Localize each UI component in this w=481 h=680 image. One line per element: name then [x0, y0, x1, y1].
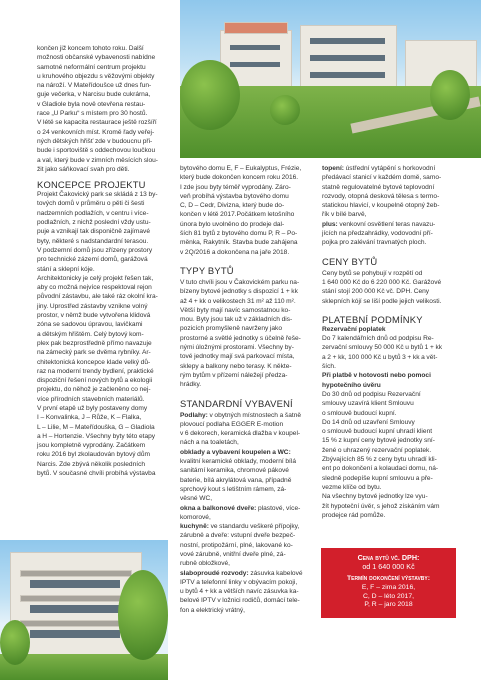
photo-windows	[30, 630, 120, 638]
text-line: zóna se sadovou úpravou, lavičkami	[37, 321, 143, 329]
text-line: jsou kompletně vyprodány. Začátkem	[37, 442, 146, 450]
text-line: byty, některé s nadstandardní terasou.	[37, 237, 149, 245]
text-line: prodejce rád pomůže.	[322, 511, 386, 519]
right-column	[322, 164, 456, 520]
standard-paragraph	[180, 411, 308, 616]
text-line: fon a elektrický vrátný,	[180, 606, 245, 614]
text-line: měnka, Rakytník. Stavba bude zahájena	[180, 239, 298, 247]
middle-column	[180, 164, 308, 615]
text-line: Narcis. Zde zbývá několik posledních	[37, 460, 146, 468]
text-line: pojka pro zalévání travnatých ploch.	[322, 239, 427, 247]
text-line: dispoziční řešení nových bytů a ekologii	[37, 377, 153, 385]
rezervacni-subheading: Rezervační poplatek	[322, 325, 386, 333]
text-line: u bytů 4 + kk a větších navíc zásuvka ka-	[180, 588, 299, 596]
text-line: plex pak bezprostředně přímo navazuje	[37, 339, 152, 347]
text-line-bold: Podlahy:	[180, 411, 208, 419]
text-line: chitektonická koncepce klade velký dů-	[37, 358, 151, 366]
text-line: žené o uhrazený rezervační poplatek.	[322, 446, 432, 454]
completion-pr: P, R – jaro 2018	[364, 601, 413, 609]
text-line	[180, 448, 308, 457]
text-line: Větší byty mají navíc samostatnou ko-	[180, 306, 291, 314]
text-line: v 2Q/2016 a dokončena na jaře 2018.	[180, 248, 290, 256]
text-line: o smlouvě budoucí kupní.	[322, 409, 397, 417]
hotovost-paragraph	[322, 390, 456, 520]
text-line-bold: obklady a vybavení koupelen a WC:	[180, 448, 291, 456]
text-line: topení: ústřední vytápění s horkovodní	[322, 165, 436, 172]
completion-label: Termín dokončení výstavby:	[346, 575, 431, 582]
text-line: slaboproudé rozvody: zásuvka kabelové	[180, 569, 303, 577]
text-line: statně regulovatelné bytové teplovodní	[322, 183, 435, 191]
text-line: žít hypoteční úvěr, s jehož získáním vám	[322, 502, 440, 510]
text-line: komorové,	[180, 513, 211, 521]
text-line: až 4 + kk o velikostech 31 m² až 110 m².	[180, 297, 296, 305]
text-line: baterie, bílá akrylátová vana, případně	[180, 476, 292, 484]
text-line: V tuto chvíli jsou v Čakovickém parku na-	[180, 278, 300, 286]
hotovost-subheading	[322, 371, 456, 390]
text-line: na zámecký park se dvěma rybníky. Ar-	[37, 349, 151, 357]
text-line: I – Konvalinka, J – Růže, K – Flalka,	[37, 414, 142, 422]
text-line: IPTV a telefonní linky v obývacím pokoji,	[180, 578, 298, 586]
standard-heading: STANDARDNÍ VYBAVENÍ	[180, 397, 293, 409]
text-line: o smlouvě budoucí kupní uhradí klient	[322, 428, 433, 436]
text-line: aby co možná nejvíce respektoval rejon	[37, 284, 152, 292]
text-line: hypotečního úvěru	[322, 381, 381, 389]
photo-tree	[270, 95, 300, 125]
text-line: rým bytům v přízemí náležejí předza-	[180, 371, 288, 379]
photo-windows	[30, 605, 120, 613]
text-line-bold: slaboproudé rozvody:	[180, 569, 249, 577]
text-line: smlouvy uzavírá klient Smlouvu	[322, 400, 414, 408]
photo-tree	[180, 60, 240, 130]
text-line: prostorné a světlé jednotky s účelně řeše-	[180, 334, 301, 342]
photo-windows	[230, 62, 280, 67]
text-line-bold: plus:	[322, 220, 338, 228]
text-line: nadzemních podlažích, v centru i více-	[37, 209, 149, 217]
text-line: jiny. Uprostřed zástavby vznikne volný	[37, 302, 148, 310]
photo-windows	[230, 45, 280, 50]
koncepce-heading: KONCEPCE PROJEKTU	[37, 179, 146, 191]
koncepce-paragraph	[37, 190, 165, 478]
text-line: podlažních, z nichž poslední vždy ustu-	[37, 219, 151, 227]
text-line: stání stojí 200 000 Kč vč. DPH. Ceny	[322, 288, 430, 296]
text-line: žit jako sáňkovací svah pro děti.	[37, 165, 130, 173]
price-label: Cena bytů vč. DPH:	[357, 553, 420, 562]
photo-windows	[30, 580, 120, 588]
text-line: a 2 + kk, 100 000 Kč u bytů 3 + kk a vět-	[322, 353, 438, 361]
text-line: v 6 dekorech, keramická dlažba v koupel-	[180, 430, 301, 438]
text-line: předávací stanicí v každém domě, samo-	[322, 174, 442, 182]
text-line: L – Lilie, M – Mateřídouška, G – Gladiola	[37, 423, 155, 431]
text-line-bold: okna a balkonové dveře:	[180, 504, 257, 512]
text-line-bold: topení:	[322, 165, 344, 172]
text-line: 1 640 000 Kč do 6 220 000 Kč. Garážové	[322, 278, 442, 286]
text-line: stání a sklepní kóje.	[37, 265, 95, 273]
text-line: jících na předzahrádky, vodovodní pří-	[322, 230, 433, 238]
text-line: rozvody, otopná desková tělesa s termo-	[322, 192, 440, 200]
text-line: Architektonicky je celý projekt řešen tak,	[37, 274, 154, 282]
text-line: plovoucí podlaha EGGER E-motion	[180, 420, 284, 428]
photo-building-balconies	[20, 570, 132, 577]
left-intro-paragraph	[37, 44, 165, 174]
text-line: zervační smlouvy 50 000 Kč u bytů 1 + kk	[322, 344, 443, 352]
text-line: který bude dokončen koncem roku 2016.	[180, 174, 299, 182]
top-photo-residential-complex	[180, 0, 481, 158]
text-line: tové jednotky mají svá parkovací místa,	[180, 353, 295, 361]
text-line: C, D – Cedr, Divizna, který bude do-	[180, 202, 285, 210]
text-line: plus: venkovní osvětlení teras navazu-	[322, 220, 436, 228]
text-line: belové IPTV v ložnici rodičů, domácí tele-	[180, 597, 300, 605]
text-line: kvalitní keramické obklady, moderní bílá	[180, 458, 296, 466]
text-line: prostor, v němž bude vytvořena klidová	[37, 312, 151, 320]
photo-building-balconies	[20, 620, 132, 627]
text-line: Do 7 kalendářních dnů od podpisu Re-	[322, 335, 434, 343]
photo-windows	[310, 55, 385, 61]
text-line: veň probíhá výstavba bytového domu	[180, 192, 289, 200]
text-line: I zde jsou byty téměř vyprodány. Záro-	[180, 183, 291, 191]
text-line: V podzemní domů jsou zřízeny prostory	[37, 246, 153, 254]
text-line: a dětským hřištěm. Celý bytový kom-	[37, 330, 144, 338]
platebni-heading: PLATEBNÍ PODMÍNKY	[322, 313, 423, 325]
text-line: statickou hlavicí, v koupelně otopný žeb-	[322, 202, 440, 210]
photo-building-roof	[224, 22, 288, 34]
text-line: Ceny bytů se pohybují v rozpětí od	[322, 269, 423, 277]
text-line-bold: kuchyně:	[180, 523, 209, 531]
text-line: raz na moderní trendy bydlení, praktické	[37, 367, 154, 375]
text-line: sanitární keramika, chromové pákové	[180, 467, 289, 475]
text-line: puje a vznikají tak disponičně zajímavé	[37, 228, 150, 236]
text-line: V první etapě už byly postaveny domy	[37, 404, 148, 412]
text-line: zárubně a dveře: vstupní dveře bezpeč-	[180, 532, 296, 540]
photo-windows	[310, 38, 385, 44]
text-line: okna a balkonové dveře: plastové, více-	[180, 504, 301, 512]
text-line: sledně podepíše kupní smlouvu a pře-	[322, 474, 433, 482]
text-line: nými úložnými prostorami. Všechny by-	[180, 344, 294, 352]
text-line: sprchový kout s letištním rámem, zá-	[180, 485, 287, 493]
topeni-paragraph	[322, 164, 456, 248]
text-line: race „U Parku“ s místem pro 30 hostů.	[37, 110, 148, 118]
text-line: pozicích promyšleně navrženy jako	[180, 325, 283, 333]
text-line: sklepy a balkony nebo terasy. K někte-	[180, 362, 292, 370]
text-line: Do 14 dnů od uzavření Smlouvy	[322, 418, 415, 426]
ceny-paragraph	[322, 269, 456, 306]
text-line: guje večerka, v Narcisu bude cukrárna,	[37, 91, 151, 99]
text-line: samotné neformální centrum projektu	[37, 63, 146, 71]
text-line: u kruhového objezdu s věžovými objekty	[37, 72, 155, 80]
photo-building-balconies	[20, 595, 132, 602]
text-line: hrádky.	[180, 381, 202, 389]
text-line: o 24 venkovních míst. Kromě řady veřej-	[37, 128, 155, 136]
text-line: vové zárubně, vnitřní dveře plné, zá-	[180, 550, 286, 558]
typy-bytu-heading: TYPY BYTŮ	[180, 264, 234, 276]
photo-tree	[118, 570, 168, 660]
mid-intro-paragraph	[180, 164, 308, 257]
text-line: více přírodních stavebních materiálů.	[37, 395, 145, 403]
text-line: mou. Byty jsou tak už v základních dis-	[180, 316, 293, 324]
text-line: nostní, protipožární, plné, lakované ko-	[180, 541, 293, 549]
photo-tree	[430, 70, 470, 120]
text-line: věsné WC,	[180, 495, 213, 503]
text-line: na nároží. V Mateřídoušce už dnes fun-	[37, 82, 152, 90]
text-line: v Gladiole byla nově otevřena restau-	[37, 100, 146, 108]
photo-windows	[310, 72, 385, 78]
text-line: pro technické zázemí domů, garážová	[37, 256, 148, 264]
text-line: Zbývajících 85 % z ceny bytu uhradí kli-	[322, 456, 437, 464]
bottom-photo-apartment-building	[0, 540, 168, 680]
text-line: ších 81 bytů z bytového domu P, R – Po-	[180, 230, 298, 238]
price-value: od 1 640 000 Kč	[362, 562, 415, 571]
ceny-bytu-heading: CENY BYTŮ	[322, 255, 378, 267]
photo-tree	[0, 620, 30, 665]
text-line: Do 30 dnů od podpisu Rezervační	[322, 390, 421, 398]
price-box	[321, 548, 456, 618]
text-line: bízeny bytové jednotky s dispozicí 1 + kk	[180, 288, 298, 296]
text-line: nách a na toaletách,	[180, 439, 239, 447]
text-line: původní zástavbu, ale také ráz okolní kra-	[37, 293, 158, 301]
text-line: a val, který bude v zimních měsících slou-	[37, 156, 158, 164]
text-line: Při platbě v hotovosti nebo pomoci	[322, 372, 431, 380]
typy-bytu-paragraph	[180, 278, 308, 390]
rezervacni-paragraph	[322, 334, 456, 371]
text-line: a H – Hortenzie. Všechny byty této etapy	[37, 432, 156, 440]
text-line: možnosti občanské vybavenosti nabídne	[37, 54, 156, 62]
text-line: Na všechny bytové jednotky lze vyu-	[322, 493, 428, 501]
text-line: tových domů v průměru o pěti či šesti	[37, 200, 145, 208]
text-line: Podlahy: v obytných místnostech a šatně	[180, 411, 302, 419]
completion-cd: C, D – léto 2017,	[362, 592, 414, 600]
text-line: končen v létě 2017.Počátkem letošního	[180, 211, 295, 219]
text-line: ších.	[322, 363, 336, 371]
completion-ef: E, F – zima 2016,	[361, 583, 416, 591]
text-line: ent po dokončení a kolaudaci domu, ná-	[322, 465, 439, 473]
text-line: února bylo uvolněno do prodeje dal-	[180, 220, 285, 228]
text-line: bytů. V současné chvíli probíhá výstavba	[37, 470, 156, 478]
text-line: ných dětských hřišť zde v budoucnu při-	[37, 137, 153, 145]
text-line: rubně obložkové,	[180, 560, 231, 568]
text-line: projektu, do něhož je začleněno co nej-	[37, 386, 151, 394]
text-line: vezme klíče od bytu.	[322, 483, 382, 491]
text-line: bude i sportoviště s oddechovou loučkou	[37, 147, 156, 155]
text-line: roku 2016 byl zkolaudován bytový dům	[37, 451, 150, 459]
text-line: V létě se kapacita restaurace ještě rozšíří	[37, 119, 157, 127]
text-line: sklepních kójí se liší podle jejich velikosti.	[322, 297, 442, 305]
text-line: 15 % z kupní ceny bytové jednotky sní-	[322, 437, 435, 445]
text-line: končen již koncem tohoto roku. Další	[37, 45, 144, 52]
text-line: Projekt Čakovický park se skládá z 13 by-	[37, 191, 158, 199]
text-line: kuchyně: ve standardu veškeré přípojky,	[180, 523, 300, 531]
text-line: řík v bílé barvě,	[322, 211, 367, 219]
text-line: bytového domu E, F – Eukalyptus, Frézie,	[180, 165, 302, 172]
left-column	[37, 44, 165, 478]
